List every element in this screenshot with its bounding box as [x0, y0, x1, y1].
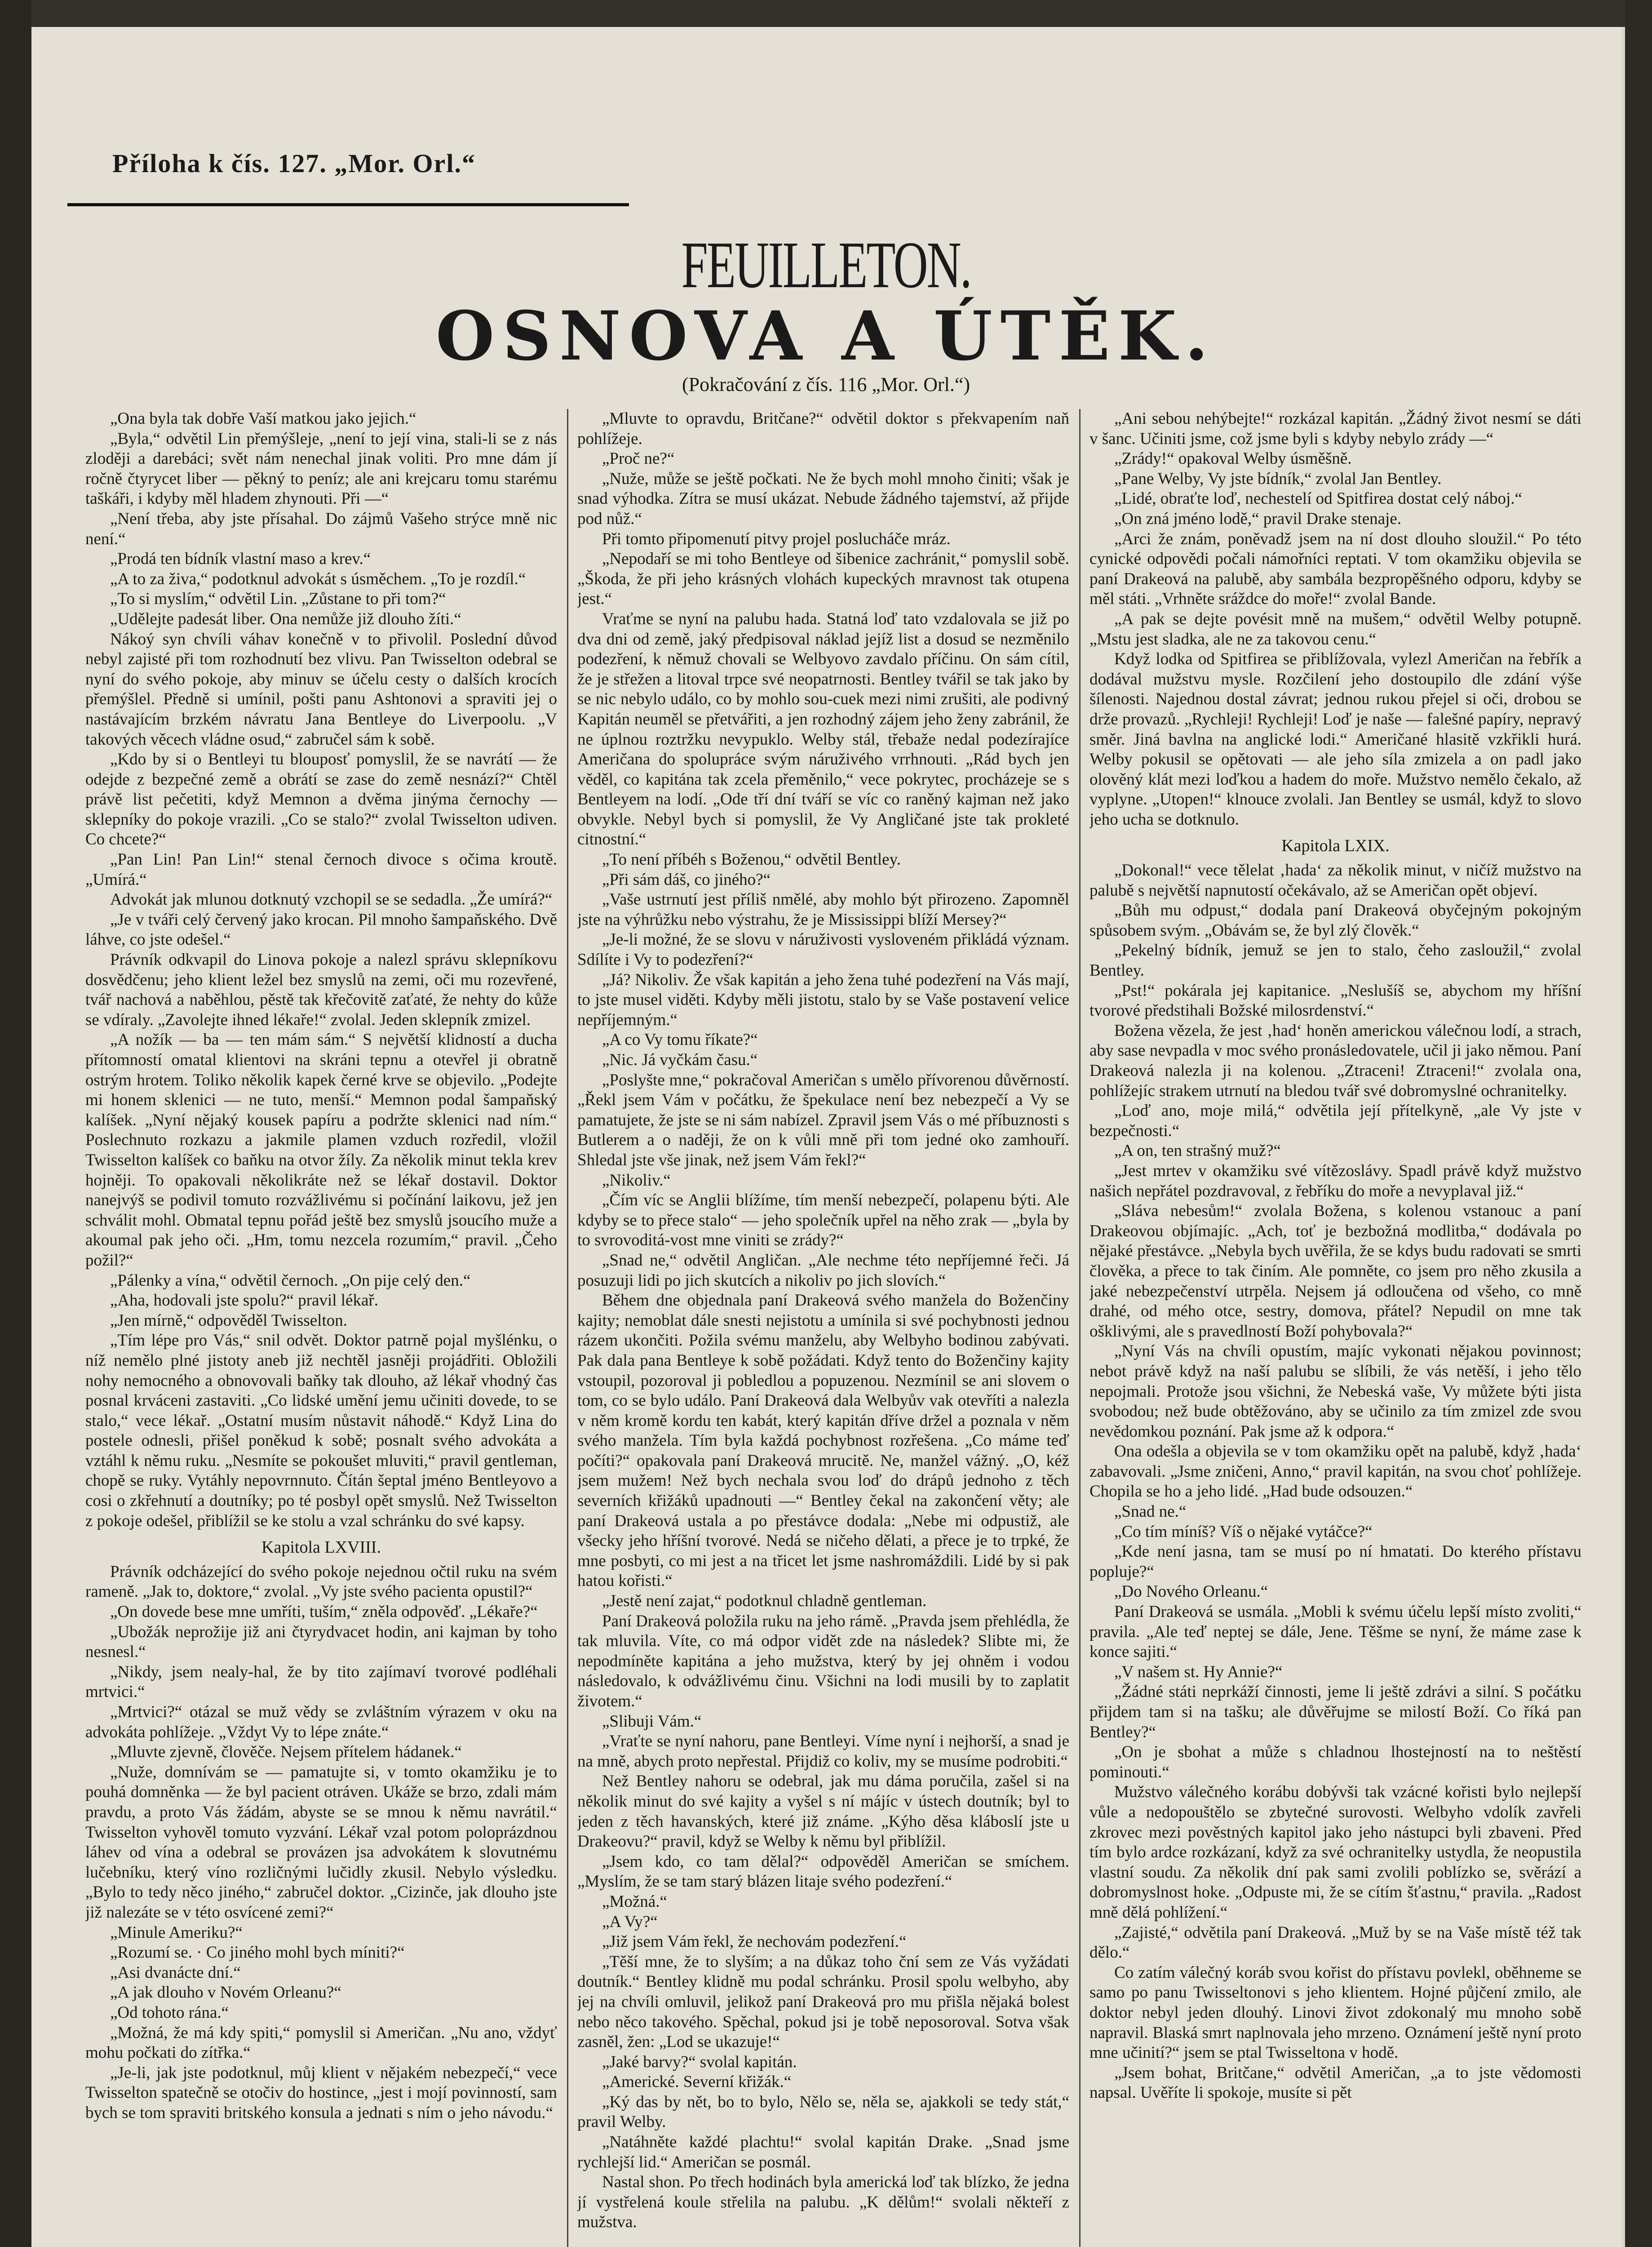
paragraph: „Loď ano, moje milá,“ odvětila její přítelkyně, „ale Vy jste v bezpečnosti.“ [1090, 1101, 1581, 1140]
paragraph: „Nuže, domnívám se — pamatujte si, v tomto okamžiku je to pouhá domněnka — že byl pacient otráven. Ukáže se brzo, zdali mám pravdu, a proto Vás žádám, abyste se se mnou k němu navrátil.“ Twisselton vyhověl tomuto vyzvání. Lékař vzal potom poloprázdnou láhev od vína a odebral se provázen jsa advokátem k slovutnému lučebníku, který víno rozličnými lučidly zkusil. Nebylo výsledku. „Bylo to tedy něco jiného,“ zabručel doktor. „Cizinče, jak dlouho jste již nalezáte se v této osvícené zemi?“ [85, 1763, 557, 1922]
paragraph: Než Bentley nahoru se odebral, jak mu dáma poručila, zašel si na několik minut do své kajity a vyšel s ní májíc v ústech doutník; byl to jeden z těch havanských, které již známe. „Kýho děsa kláboslí jste u Drakeovu?“ pravil, když se Welby k němu byl přiblížil. [577, 1772, 1069, 1851]
column-divider [1079, 409, 1081, 2247]
paragraph: „Při sám dáš, co jiného?“ [602, 870, 771, 889]
paragraph: „Nepodaří se mi toho Bentleye od šibenice zachránit,“ pomyslil sobě. „Škoda, že při jeho krásných vlohách kupeckých mravnost tak otupena jest.“ [577, 550, 1069, 608]
paragraph: „Rozumí se. · Co jiného mohl bych míniti?“ [110, 1943, 405, 1962]
paragraph: „Slibuji Vám.“ [602, 1712, 702, 1731]
paragraph: „Kdo by si o Bentleyi tu blouposť pomyslil, že se navrátí — že odejde z bezpečné země a obrátí se zase do země nesnází?“ Chtěl právě list pečetiti, když Memnon a dvěma jinýma černochy — sklepníky do pokoje vrazili. „Co se stalo?“ zvolal Twisselton udiven. Co chcete?“ [85, 750, 557, 849]
paragraph: „Byla,“ odvětil Lin přemýšleje, „není to její vina, stali-li se z nás zloději a darebáci; svět nám nenechal jinak voliti. Pro mne dám jí ročně čtyrycet liber — pěkný to peníz; ale ani krejcaru tomu starému taškáři, i kdyby měl hladem zhynouti. Při —“ [85, 429, 557, 508]
paragraph: „Minule Ameriku?“ [110, 1923, 243, 1942]
paragraph: „Jaké barvy?“ svolal kapitán. [602, 2052, 797, 2071]
paragraph: „Pekelný bídník, jemuž se jen to stalo, čeho zasloužil,“ zvolal Bentley. [1090, 941, 1581, 980]
paragraph: „Ani sebou nehýbejte!“ rozkázal kapitán. „Žádný život nesmí se dáti v šanc. Učiniti jsme, což jsme byli s kdyby nebylo zrády —“ [1090, 409, 1581, 448]
paragraph: „Udělejte padesát liber. Ona nemůže již dlouho žíti.“ [110, 609, 461, 628]
paragraph: „Tím lépe pro Vás,“ snil odvět. Doktor patrně pojal myšlénku, o níž nemělo plné jistoty aneb již nechtěl jasněji projádřiti. Obložili nohy nemocného a obnovovali baňky tak dlouho, až lékař vhodný čas posnal krváceni zastaviti. „Co lidské umění jemu učiniti dovede, to se stalo,“ vece lékař. „Ostatní musím nůstavit náhodě.“ Když Lina do postele odnesli, přišel poněkud k sobě; posnalt svého advokáta a vztáhl k němu ruku. „Nesmíte se pokoušet mluviti,“ pravil gentleman, chopě se ruky. Vytáhly nepovrnnuto. Čítán šeptal jméno Bentleyovo a cosi o zkřehnutí a doutníky; po té posbyl opět smyslů. Než Twisselton z pokoje odešel, přiblížil se ke stolu a vzal schránku do své kapsy. [85, 1331, 557, 1530]
paragraph: „V našem st. Hy Annie?“ [1114, 1662, 1283, 1681]
paragraph: „Možná, že má kdy spiti,“ pomyslil si Američan. „Nu ano, vždyť mohu počkati do zítřka.“ [85, 2023, 557, 2062]
paragraph: Právník odkvapil do Linova pokoje a nalezl správu sklepníkovu dosvědčenu; jeho klient ležel bez smyslů na zemi, oči mu rozevřené, tvář nachová a naběhlou, pěstě tak křečovitě zaťaté, že nehty do kůže se vdíraly. „Zavolejte ihned lékaře!“ zvolal. Jeden sklepník zmizel. [85, 950, 557, 1029]
column-divider [567, 409, 568, 2247]
paragraph: „Mluvte to opravdu, Britčane?“ odvětil doktor s překvapením naň pohlížeje. [577, 409, 1069, 448]
paragraph: „Žádné státi neprkáží činnosti, jeme li ještě zdrávi a silní. S počátku přijdem tam si na tašku; ale důvěřujme se milostí Boží. Co říká pan Bentley?“ [1090, 1683, 1581, 1741]
paragraph: „Proč ne?“ [602, 449, 675, 468]
text-column-2 [577, 409, 1069, 2247]
paragraph: „Jen mírně,“ odpověděl Twisselton. [110, 1311, 347, 1330]
continuation-note: (Pokračování z čís. 116 „Mor. Orl.“) [682, 373, 970, 395]
paragraph: „Asi dvanácte dní.“ [110, 1963, 241, 1982]
paragraph: „Americké. Severní křižák.“ [602, 2073, 792, 2092]
paragraph: „A on, ten strašný muž?“ [1114, 1141, 1281, 1160]
paragraph: „A co Vy tomu říkate?“ [602, 1030, 758, 1049]
header-rule [67, 203, 629, 206]
paragraph: Co zatím válečný koráb svou kořist do přístavu povlekl, oběhneme se samo po panu Twisseltonovi s jeho klientem. Hojné půjčení zmilo, ale doktor nebyl jeden dlouhý. Linovi život zdokonalý mu mnoho sobě napravil. Blaská smrt naplnovala jeho mrzeno. Oznámení ještě nyní proto mne učinití?“ jsem se ptal Twisseltona v hodě. [1090, 1963, 1581, 2062]
story-title: OSNOVA A ÚTĚK. [435, 297, 1217, 376]
paragraph: Mužstvo válečného korábu dobývši tak vzácné kořisti bylo nejlepší vůle a nedopouštělo se zbytečné surovosti. Welbyho vdolík zavřeli zkrovec mezi pověstných kapitol jako jeho nástupci byli zbaveni. Před tím bylo ardce rozkázaní, když za své ochranitelky ustydla, že neopustila vlastní soudu. Za několik dní pak sami zvolili poblízko se, svěrází a dobromyslnost hoke. „Odpuste mi, že se cítím šťastnu,“ pravila. „Radost mně dělá pohlížení.“ [1090, 1783, 1581, 1922]
chapter-heading: Kapitola LXIX. [1281, 836, 1390, 856]
paragraph: „Pálenky a vína,“ odvětil černoch. „On pije celý den.“ [110, 1271, 471, 1290]
paragraph: „Ona byla tak dobře Vaší matkou jako jejich.“ [110, 409, 416, 428]
paragraph: „Do Nového Orleanu.“ [1114, 1582, 1268, 1601]
paragraph: Nastal shon. Po třech hodinách byla americká loď tak blízko, že jedna jí vystřelená koule střelila na palubu. „K dělům!“ svolali někteří z mužstva. [577, 2173, 1069, 2232]
paragraph: „Jestě není zajat,“ podotknul chladně gentleman. [602, 1592, 927, 1611]
paragraph: „Bůh mu odpust,“ dodala paní Drakeová obyčejným pokojným spůsobem svým. „Obávám se, že byl zlý člověk.“ [1090, 901, 1581, 940]
paragraph: „Co tím míníš? Víš o nějaké vytáčce?“ [1114, 1522, 1373, 1541]
paragraph: „Je-li, jak jste podotknul, můj klient v nějakém nebezpečí,“ vece Twisselton spatečně se otočiv do hostince, „jest i mojí povinností, sam bych se tom spraviti britského konsula a jednati s ním o jeho návodu.“ [85, 2063, 557, 2122]
paragraph: „Je v tváři celý červený jako krocan. Pil mnoho šampaňského. Dvě láhve, co jste odešel.“ [85, 910, 557, 949]
paragraph: „Aha, hodovali jste spolu?“ pravil lékař. [110, 1291, 378, 1310]
paragraph: „Natáhněte každé plachtu!“ svolal kapitán Drake. „Snad jsme rychlejší lid.“ Američan se posmál. [577, 2133, 1069, 2172]
paragraph: „Snad ne.“ [1114, 1502, 1187, 1521]
paragraph: „Jsem kdo, co tam dělal?“ odpověděl Američan se smíchem. „Myslím, že se tam starý blázen litaje svého podezření.“ [577, 1852, 1069, 1891]
paragraph: „Nic. Já vyčkám času.“ [602, 1051, 758, 1069]
paragraph: „Ký das by nět, bo to bylo, Nělo se, něla se, ajakkoli se tedy stát,“ pravil Welby. [577, 2092, 1069, 2132]
scan-edge-top [0, 0, 1652, 27]
section-title: FEUILLETON. [681, 228, 971, 302]
paragraph: „Arci že znám, poněvadž jsem na ní dost dlouho sloužil.“ Po této cynické odpovědi počali námořníci reptati. V tom okamžiku objevila se paní Drakeová na palubě, aby sambála bezpropěšného odporu, kdyby se měl státi. „Vrhněte sráždce do moře!“ zvolal Bande. [1090, 529, 1581, 608]
paragraph: Při tomto připomenutí pitvy projel poslucháče mráz. [602, 529, 951, 548]
paragraph: „Kde není jasna, tam se musí po ní hmatati. Do kterého přístavu popluje?“ [1090, 1542, 1581, 1581]
paragraph: Během dne objednala paní Drakeová svého manžela do Boženčiny kajity; nemoblat dále snesti nejistotu a umínila si své pochybnosti jednou rázem ukončiti. Požila svému manželu, aby Welbyho bodinou zabývati. Pak dala pana Bentleye k sobě požádati. Když tento do Boženčiny kajity vstoupil, pozoroval ji pobledlou a popuzenou. Nezmínil se ani slovem o tom, co se bylo událo. Paní Drakeová dala Welbyův vak otevříti a nalezla v něm kromě kordu ten kabát, který kapitán dříve držel a poznala v něm svého manžela. Tím byla každá pochybnost rozřešena. „Co máme teď počíti?“ opakovala paní Drakeová mrucitě. Ne, manžel vážný. „O, kéž jsem mužem! Než bych nechala svou loď do drápů jednoho z těch severních křižáků upadnouti —“ Bentley čekal na zakončení věty; ale paní Drakeová ustala a po přestávce dodala: „Nebe mi odpustiž, ale všecky jeho hříšní tvorové. Nedá se ničeho dělati, a přece je to trpké, že mne posbyti, co mi jest a na třicet let jsme nashromáždili. Lidé by si pak hatou kořisti.“ [577, 1291, 1069, 1590]
paragraph: „Jsem bohat, Britčane,“ odvětil Američan, „a to jste vědomosti napsal. Uvěříte li spokoje, musíte si pět [1090, 2063, 1581, 2102]
paragraph: „A pak se dejte povésit mně na mušem,“ odvětil Welby potupně. „Mstu jest sladka, ale ne za takovou cenu.“ [1090, 609, 1581, 648]
paragraph: „Vaše ustrnutí jest příliš nmělé, aby mohlo být přirozeno. Zapomněl jste na výhrůžku nebo výstrahu, že je Mississippi blíží Mersey?“ [577, 890, 1069, 929]
paragraph: „Pst!“ pokárala jej kapitanice. „Neslušíš se, abychom my hříšní tvorové předstihali Božské milosrdenství.“ [1090, 981, 1581, 1020]
paragraph: Paní Drakeová se usmála. „Mobli k svému účelu lepší místo zvoliti,“ pravila. „Ale teď neptej se dále, Jene. Těšme se nyní, že máme zase k konce sajiti.“ [1090, 1603, 1581, 1661]
paragraph: Vraťme se nyní na palubu hada. Statná loď tato vzdalovala se již po dva dni od země, jaký předpisoval náklad jejíž list a dosud se nezměnilo podezření, k němuž chovali se Welbyovo zavdalo příčinu. On sám cítil, že je střežen a litoval trpce své neopatrnosti. Bentley tvářil se tak jako by se nic nebylo událo, co by mohlo sou-cuek mezi nimi zrušiti, ale podivný Kapitán neuměl se přetvářiti, a jen rozhodný zájem jeho ženy zabránil, že ne úplnou roztržku nevypuklo. Welby stál, třebaže nedal podezírajíce Američana do spolupráce svým náruživého vrrhnouti. „Rád bych jen věděl, co kapitána tak zcela přeměnilo,“ vece pokrytec, procházeje se s Bentleyem na lodí. „Ode tří dní tváří se víc co raněný kajman než jako obvykle. Nebyl bych si pomyslil, že Vy Angličané jste tak prokleté citnostní.“ [577, 609, 1069, 849]
paragraph: „Dokonal!“ vece tělelat ‚hada‘ za několik minut, v ničíž mužstvo na palubě s největší napnutostí očekávalo, až se Američan opět objeví. [1090, 861, 1581, 900]
paragraph: „Nyní Vás na chvíli opustím, majíc vykonati nějakou povinnost; nebot právě když na naší palubu se slíbili, že vás netěší, i jeho tělo nepojmali. Protože jsou všichni, že Nebeská vaše, Vy můžete býti jista svobodou; než bude obtěžováno, aby se učinilo za tím zmizel zde svou nevědomkou poznání. Pak jsme až k odpora.“ [1090, 1342, 1581, 1441]
paragraph: „Od tohoto rána.“ [110, 2003, 229, 2022]
text-column-1 [85, 409, 557, 2247]
paragraph: Nákoý syn chvíli váhav konečně v to přivolil. Poslední důvod nebyl zajisté při tom rozhodnutí bez vlivu. Pan Twisselton odebral se nyní do svého pokoje, aby minuv se účelu cesty o dalších krocích přemýšlel. Předně si umínil, pošti panu Ashtonovi a spraviti jej o nastávajícím brzkém návratu Jana Bentleye do Liverpoolu. „V takových věcech vládne osud,“ zabručel sám k sobě. [85, 630, 557, 749]
text-column-3 [1090, 409, 1581, 2247]
paragraph: „To není příbéh s Boženou,“ odvětil Bentley. [602, 850, 901, 869]
paragraph: „Těší mne, že to slyším; a na důkaz toho ční sem ze Vás vyžádati doutník.“ Bentley klidně mu podal schránku. Prosil spolu welbyho, aby jej na chvíli omluvil, jelikož paní Drakeová pro mu přišla nějaká bolest nebo něco takového. Spěchal, pokud jsi je tobě neposoroval. Sotva však zasněl, žen: „Lod se ukazuje!“ [577, 1952, 1069, 2052]
paragraph: „Zrády!“ opakoval Welby úsměšně. [1114, 449, 1352, 468]
paragraph: „A to za živa,“ podotknul advokát s úsměchem. „To je rozdíl.“ [110, 569, 526, 588]
paragraph: Božena vězela, že jest ‚had‘ honěn americkou válečnou lodí, a strach, aby sase nevpadla v moc svého pronásledovatele, učil ji jako němou. Paní Drakeová nalezla ji na kolenou. „Ztraceni! Ztraceni!“ zvolala ona, pohlížejíc strakem utrnutí na bledou tvář své dobromyslné ochranitelky. [1090, 1021, 1581, 1100]
paragraph: „Lidé, obraťte loď, nechestelí od Spitfirea dostat celý náboj.“ [1114, 489, 1522, 508]
paragraph: „Je-li možné, že se slovu v náruživosti vysloveném přikládá význam. Sdílíte i Vy to podezření?“ [577, 930, 1069, 969]
paragraph: „Vraťte se nyní nahoru, pane Bentleyi. Víme nyní i nejhorší, a snad je na mně, abych proto nepřestal. Přijdiž co koliv, my se musíme podrobiti.“ [577, 1732, 1069, 1771]
paragraph: „Nuže, může se ještě počkati. Ne že bych mohl mnoho činiti; však je snad výhodka. Zítra se musí ukázat. Nebude žádného tajemství, až přijde pod nůž.“ [577, 469, 1069, 528]
paragraph: „Snad ne,“ odvětil Angličan. „Ale nechme této nepříjemné řeči. Já posuzuji lidi po jich skutcích a nikoliv po jich slovích.“ [577, 1251, 1069, 1290]
paragraph: „To si myslím,“ odvětil Lin. „Zůstane to při tom?“ [110, 590, 446, 608]
paragraph: „Čím víc se Anglii blížíme, tím menší nebezpečí, polapenu býti. Ale kdyby se to přece stalo“ — jeho společník upřel na něho zrak — „byla by to svrovoditá-vost mne viniti se zrády?“ [577, 1191, 1069, 1250]
chapter-heading: Kapitola LXVIII. [261, 1538, 381, 1557]
paragraph: „Pan Lin! Pan Lin!“ stenal černoch divoce s očima kroutě. „Umírá.“ [85, 850, 557, 889]
paragraph: „On zná jméno lodě,“ pravil Drake stenaje. [1114, 509, 1402, 528]
paragraph: „A nožík — ba — ten mám sám.“ S největší klidností a ducha přítomností omatal klientovi na skráni tepnu a otevřel ji obratně ostrým hrotem. Toliko několik kapek černé krve se objevilo. „Podejte mi honem sklenici — ne tuto, menší.“ Memnon podal šampaňský kalíšek. „Nyní nějaký kousek papíru a podržte sklenici nad ním.“ Poslechnuto rozkazu a jakmile plamen vzduch rozředil, vložil Twisselton kalíšek co baňku na otvor žíly. Za několik minut tekla krev hojněji. To opakovali několikráte než se lékař dostavil. Doktor nanejvýš se podivil tomuto rozvážlivému si počínání laikovu, jež jen schválit mohl. Obmatal tepnu pořád ještě bez smyslů jsoucího muže a akoumal pak jeho oči. „Hm, tomu nezcela rozumím,“ pravil. „Čeho požil?“ [85, 1030, 557, 1270]
paragraph: Když lodka od Spitfirea se přiblížovala, vylezl Američan na řebřík a dodával mužstvu mysle. Rozčilení jeho dostoupilo dle zdání výše šílenosti. Najednou dostal závrat; jednou rukou přejel si oči, drobou se drže provazů. „Rychleji! Rychleji! Loď je naše — falešné papíry, nepravý směr. Jiná bavlna na anglické lodi.“ Američané hlasitě vzkřikli hurá. Welby pokusil se opětovati — ale jeho síla zmizela a on padl jako olověný klát mezi loďkou a hadem do moře. Mužstvo nemělo čekalo, až vyplyne. „Utopen!“ klnouce zvolali. Jan Bentley se usmál, když to slovo jeho ucha se dotknulo. [1090, 650, 1581, 829]
paragraph: „Zajisté,“ odvětila paní Drakeová. „Muž by se na Vaše místě též tak dělo.“ [1090, 1923, 1581, 1962]
paragraph: „Mrtvici?“ otázal se muž vědy se zvláštním výrazem v oku na advokáta pohlížeje. „Vždyt Vy to lépe znáte.“ [85, 1703, 557, 1741]
paragraph: „Již jsem Vám řekl, že nechovám podezření.“ [602, 1932, 907, 1951]
paragraph: „Není třeba, aby jste přísahal. Do zájmů Vašeho strýce mně nic není.“ [85, 509, 557, 548]
paragraph: „Pane Welby, Vy jste bídník,“ zvolal Jan Bentley. [1114, 469, 1442, 488]
paragraph: „On je sbohat a může s chladnou lhostejností na to neštěstí pominouti.“ [1090, 1743, 1581, 1781]
supplement-header: Příloha k čís. 127. „Mor. Orl.“ [112, 149, 476, 178]
paragraph: Ona odešla a objevila se v tom okamžiku opět na palubě, když ‚hada‘ zabavovali. „Jsme zničeni, Anno,“ pravil kapitán, na svou choť pohlížeje. Chopila se ho a jeho lidé. „Had bude odsouzen.“ [1090, 1442, 1581, 1501]
paragraph: „Mluvte zjevně, člověče. Nejsem přítelem hádanek.“ [110, 1743, 462, 1762]
paragraph: „Prodá ten bídník vlastní maso a krev.“ [110, 550, 371, 568]
paragraph: „Nikoliv.“ [602, 1171, 671, 1190]
paragraph: „Ubožák neprožije již ani čtyrydvacet hodin, ani kajman by toho nesnesl.“ [85, 1622, 557, 1661]
paragraph: Právník odcházející do svého pokoje nejednou očtil ruku na svém rameně. „Jak to, doktore,“ zvolal. „Vy jste svého pacienta opustil?“ [85, 1562, 557, 1601]
paragraph: Advokát jak mlunou dotknutý vzchopil se se sedadla. „Že umírá?“ [110, 890, 553, 909]
paragraph: „Možná.“ [602, 1892, 667, 1911]
paragraph: „Sláva nebesům!“ zvolala Božena, s kolenou vstanouc a paní Drakeovou objímajíc. „Ach, toť je bezbožná modlitba,“ dodávala po nějaké přestávce. „Nebyla bych uvěřila, že se kdys budu radovati se smrti člověka, a přece to tak činím. Ale pomněte, co jsem pro něho zkusila a jaké nebezpečenství utrpěla. Nejsem já odloučena od všeho, co mně drahé, od mého otce, sestry, domova, přátel? Nepudil on mne tak ošklivými, ale s pravedlností Boží pohybovala?“ [1090, 1202, 1581, 1341]
paragraph: „A jak dlouho v Novém Orleanu?“ [110, 1983, 341, 2002]
paragraph: „A Vy?“ [602, 1912, 658, 1931]
paragraph: „Poslyšte mne,“ pokračoval Američan s umělo přívorenou důvěrností. „Řekl jsem Vám v počátku, že špekulace není bez nebezpečí a Vy se pamatujete, že jste se ni sám nabízel. Zpravil jsem Vás o mé příbuznosti s Butlerem a o naději, že on k vůli mně při tom jedné oko zamhouří. Shledal jste vše jinak, než jsem Vám řekl?“ [577, 1070, 1069, 1169]
paragraph: Paní Drakeová položila ruku na jeho rámě. „Pravda jsem přehlédla, že tak mluvila. Víte, co má odpor vidět zde na následek? Slibte mi, že nepodmíněte kapitána a jeho mužstva, který by jej ohněm i vodou následovalo, k odvážlivému činu. Všichni na lodi musili by to zaplatit životem.“ [577, 1612, 1069, 1710]
paragraph: „Nikdy, jsem nealy-hal, že by tito zajímaví tvorové podléhali mrtvici.“ [85, 1662, 557, 1701]
paragraph: „Já? Nikoliv. Že však kapitán a jeho žena tuhé podezření na Vás mají, to jste musel viděti. Kdyby měli jistotu, stalo by se Vaše postavení velice nepříjemným.“ [577, 970, 1069, 1029]
paragraph: „On dovede bese mne umříti, tuším,“ zněla odpověď. „Lékaře?“ [110, 1603, 538, 1621]
paragraph: „Jest mrtev v okamžiku své vítězoslávy. Spadl právě když mužstvo našich nepřátel pozdravoval, z řebříku do moře a nevyplaval již.“ [1090, 1161, 1581, 1200]
